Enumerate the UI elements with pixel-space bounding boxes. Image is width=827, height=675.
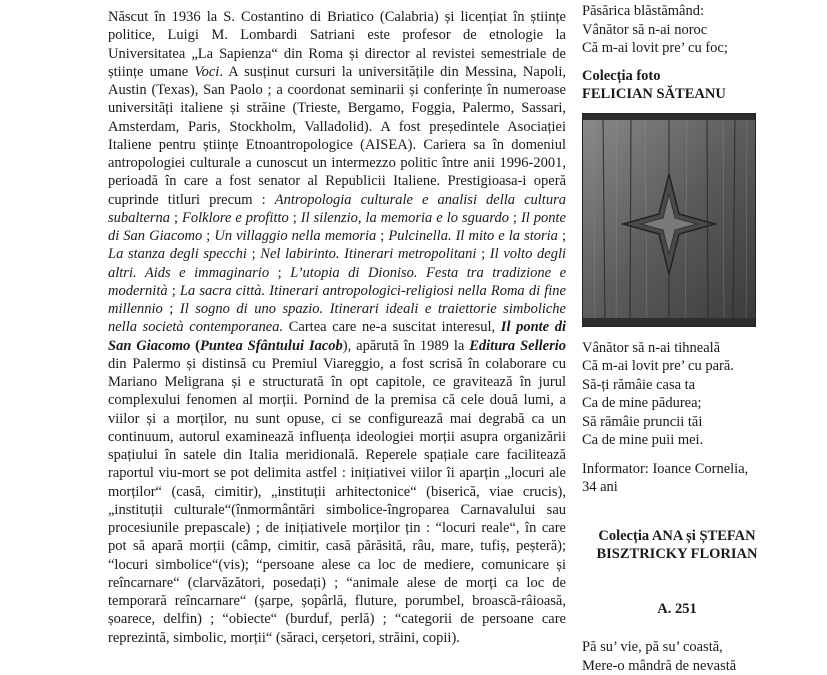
book-title: Il silenzio, la memoria e lo sguardo: [300, 209, 509, 226]
journal-title: Voci: [194, 63, 220, 80]
article-paragraph: [108, 8, 566, 647]
informator-note: [582, 460, 772, 497]
article-text: . A susținut cursuri la universitățile din Messina, Napoli, Austin (Texas), San Paolo ; a coordonat seminarii și conferințe în numeroase universități italiene și străine (Trieste, Bergamo, Foggia, Palermo, Sassari, Amsterdam, Paris, Stockholm, Valladolid). A fost președintele Asociației Italiene pentru științe Etnoantropologice (AISEA). Cariera sa în domeniul antropologiei culturale a cunoscut un intermezzo politic între anii 1996-2001, perioadă în care a fost senator al Republicii Italiene. Prestigioasa-i operă cuprinde titluri precum :: [108, 63, 566, 208]
article-text: Născut în 1936 la S. Costantino di Briatico (Calabria) și licențiat în științe politice, Luigi M. Lombardi Satriani este profesor de etnologie la Universitatea „La Sapienza“ din Roma și director al revistei semestriale de științe umane: [108, 9, 566, 80]
separator: ;: [288, 209, 301, 226]
featured-book-translation: Puntea Sfântului Iacob: [200, 337, 343, 354]
verse-line: Mere-o mândră de nevastă: [582, 657, 737, 674]
separator: ;: [557, 228, 566, 244]
wood-carving-image: [583, 114, 755, 326]
verse-line: Că m-ai lovit pre’ cu foc;: [582, 40, 728, 56]
separator: ;: [167, 282, 180, 299]
separator: ;: [508, 209, 521, 226]
separator: ;: [269, 264, 291, 281]
verse-line: Să-ți rămâie casa ta: [582, 376, 696, 393]
separator: ;: [202, 228, 215, 244]
book-title: Folklore e profitto: [182, 209, 289, 226]
book-title: L’utopia di Dioniso. Festa tra tradizione e modernità: [108, 264, 566, 299]
book-title: Il sogno di uno spazio. Itinerari ideali e traiettorie simboliche nella società contemporanea.: [108, 301, 566, 336]
separator: ;: [476, 246, 490, 263]
book-title: La sacra città. Itinerari antropologici-religiosi nella Roma di fine millennio: [108, 282, 566, 317]
verse-line: Vânător să n-ai noroc: [582, 21, 708, 38]
book-title: Antropologia culturale e analisi della cultura subalterna: [108, 191, 566, 226]
book-title: Un villaggio nella memoria: [214, 228, 377, 244]
verse-line: Pă su’ vie, pă su’ coastă,: [582, 639, 723, 655]
verse-middle: [582, 339, 772, 450]
book-title: La stanza degli specchi: [108, 246, 247, 263]
publisher-name: Editura Sellerio: [469, 337, 566, 354]
separator: ;: [246, 246, 261, 263]
verse-line: Ca de mine pădurea;: [582, 395, 702, 411]
verse-line: Vânător să n-ai tihneală: [582, 339, 721, 356]
collection-heading: [582, 527, 772, 564]
article-text: Cartea care ne-a suscitat interesul,: [283, 319, 501, 336]
collection-heading-line: Colecția ANA și ȘTEFAN: [598, 527, 756, 544]
article-body: [108, 8, 566, 647]
separator: ;: [376, 228, 389, 244]
right-column: [582, 2, 772, 675]
article-text: ), apărută în 1989 la: [342, 337, 470, 354]
verse-bottom: [582, 638, 772, 675]
verse-line: Ca de mine puii mei.: [582, 432, 704, 448]
book-title: Pulcinella. Il mito e la storia: [388, 228, 558, 244]
article-text: din Palermo și distinsă cu Premiul Viareggio, a fost scrisă în colaborare cu Mariano Meligrana și e structurată în opt capitole, ce gravitează în jurul complexului fenomen al morții. Pornind de la premisa că cele două lumi, a viilor și a morților, nu sunt opuse, ci se configurează mai degrabă ca un continuum, autorul examinează influența ideologiei morții asupra organizării spațiului în satele din Italia meridională. Reperele spațiale care facilitează raportul viu-mort se pot delimita astfel : inițiativei viilor îi aparțin „locuri ale morților“ (casă, cimitir), „instituții arhitectonice“ (biserică, viae crucis), „instituții culturale“(înmormântări simbolice-îngroparea Carnavalului sau procesiunile prepascale) ; de inițiativele morților țin : “locuri reale“, în care pot să apară morții (câmp, cimitir, casă părăsită, râu, mare, tufiș, peșteră); “locuri simbolice“(vis); “persoane alese ca loc de mediere, comunicare și reîncarnare“ (clarvăzători, posedați) ; “animale alese de morți ca loc de temporară reîncarnare“ (șarpe, șopârlă, fluture, porumbel, broască-râioasă, șoarece, delfin) ; “obiecte“ (burduf, perlă) ; “categorii de persoane care reprezintă, simbolic, morții“ (săraci, cerșetori, străini, copii).: [108, 355, 566, 646]
informator-line: Informator: Ioance Cornelia,: [582, 460, 749, 477]
verse-line: Că m-ai lovit pre’ cu pară.: [582, 358, 734, 374]
book-title: Nel labirinto. Itinerari metropolitani: [260, 246, 477, 263]
wooden-door-photo: [582, 113, 756, 327]
collection-heading-line: BISZTRICKY FLORIAN: [596, 546, 758, 562]
featured-book-title: Il ponte di San Giacomo: [108, 319, 567, 354]
photo-credit-name: FELICIAN SĂTEANU: [582, 86, 726, 102]
book-title: Il volto degli altri. Aids e immaginario: [108, 246, 567, 281]
book-title: Il ponte di San Giacomo: [108, 209, 566, 244]
photo-credit: [582, 67, 772, 104]
photo-credit-line: Colecția foto: [582, 67, 661, 84]
verse-line: Să rămâie pruncii tăi: [582, 413, 703, 430]
separator: ;: [162, 301, 180, 317]
song-number: A. 251: [657, 600, 697, 617]
informator-age: 34 ani: [582, 479, 618, 495]
bracket: (: [190, 337, 201, 354]
verse-top: [582, 2, 772, 58]
verse-line: Păsărica blăstămând:: [582, 3, 704, 19]
separator: ;: [170, 209, 183, 226]
